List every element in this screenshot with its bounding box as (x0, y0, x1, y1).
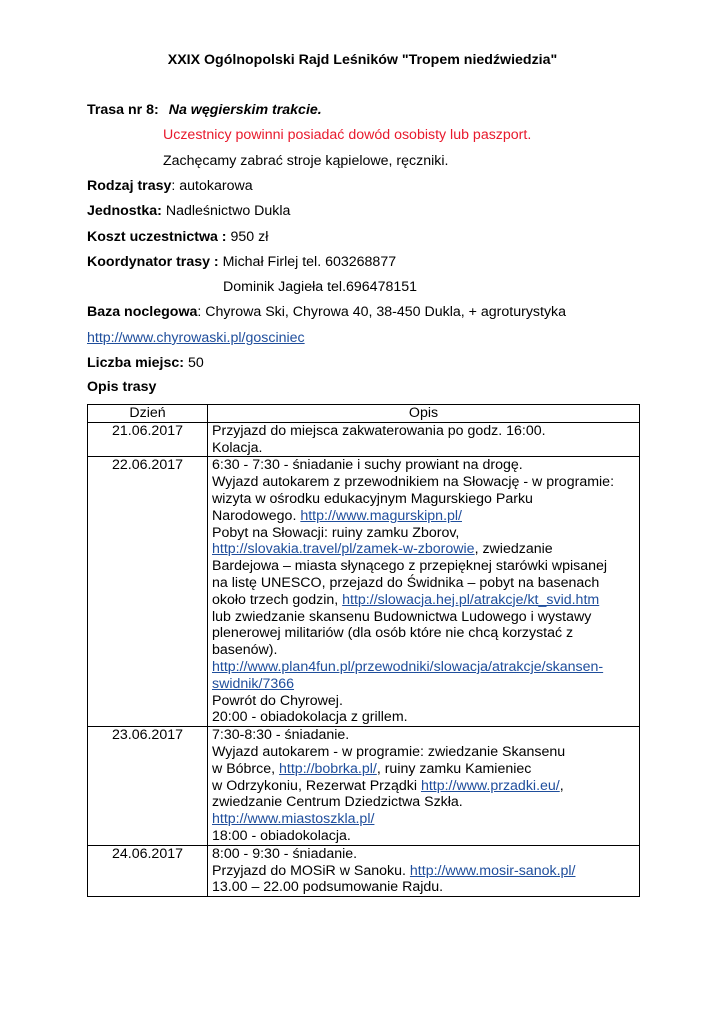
description-text: Przyjazd do MOSiR w Sanoku. (212, 862, 410, 879)
description-text: w Odrzykoniu, Rezerwat Prządki (212, 777, 421, 794)
description-text: plenerowej militariów (dla osób które nie chcą korzystać z (212, 625, 574, 642)
row-date: 24.06.2017 (88, 845, 208, 896)
unit-value: Nadleśnictwo Dukla (161, 203, 291, 219)
description-line (212, 525, 635, 542)
row-date: 23.06.2017 (88, 727, 208, 846)
route-label: Trasa nr 8: (87, 102, 159, 118)
description-line (212, 709, 635, 726)
description-text: 8:00 - 9:30 - śniadanie. (212, 845, 358, 862)
description-line (212, 879, 635, 896)
route-type-value: : autokarowa (171, 178, 253, 194)
description-text: wizyta w ośrodku edukacyjnym Magurskiego Parku (212, 490, 533, 507)
accommodation-label: Baza noclegowa (87, 304, 198, 320)
description-text: 20:00 - obiadokolacja z grillem. (212, 709, 408, 726)
coordinator-value: Michał Firlej tel. 603268877 (218, 254, 397, 270)
description-text: Narodowego. (212, 507, 301, 524)
description-line (212, 828, 635, 845)
cost-value: 950 zł (226, 229, 269, 245)
description-text: 7:30-8:30 - śniadanie. (212, 727, 350, 744)
accommodation-value: : Chyrowa Ski, Chyrowa 40, 38-450 Dukla, + agroturystyka (197, 304, 567, 320)
description-line (212, 778, 635, 795)
description-text: zwiedzanie Centrum Dziedzictwa Szkła. (212, 794, 463, 811)
schedule-table (87, 404, 640, 897)
description-line (212, 642, 635, 659)
description-text: Wyjazd autokarem z przewodnikiem na Słowację - w programie: (212, 474, 615, 491)
description-line (212, 474, 635, 491)
table-row (88, 422, 640, 457)
description-text: , zwiedzanie (474, 541, 553, 558)
table-row (88, 727, 640, 846)
notice-swimwear: Zachęcamy zabrać stroje kąpielowe, ręczniki. (163, 153, 449, 169)
description-line (212, 676, 635, 693)
header-day: Dzień (88, 405, 208, 423)
description-line (212, 693, 635, 710)
description-line (212, 541, 635, 558)
table-row (88, 845, 640, 896)
row-description (208, 727, 640, 846)
places-label: Liczba miejsc: (87, 355, 184, 371)
description-text: 18:00 - obiadokolacja. (212, 827, 351, 844)
description-link[interactable]: http://www.miastoszkla.pl/ (212, 811, 375, 828)
description-line (212, 508, 635, 525)
description-line (212, 558, 635, 575)
description-link[interactable]: http://bobrka.pl/ (279, 760, 377, 777)
description-text: na listę UNESCO, przejazd do Świdnika – pobyt na basenach (212, 574, 600, 591)
route-type-label: Rodzaj trasy (87, 178, 172, 194)
description-link[interactable]: swidnik/7366 (212, 675, 295, 692)
description-line (212, 491, 635, 508)
row-date: 22.06.2017 (88, 457, 208, 727)
description-line (212, 609, 635, 626)
description-line (212, 761, 635, 778)
description-text: 6:30 - 7:30 - śniadanie i suchy prowiant na drogę. (212, 457, 523, 474)
accommodation-link[interactable]: http://www.chyrowaski.pl/gosciniec (87, 330, 305, 346)
description-link[interactable]: http://www.plan4fun.pl/przewodniki/slowacja/atrakcje/skansen- (212, 658, 604, 675)
description-text: Wyjazd autokarem - w programie: zwiedzanie Skansenu (212, 743, 566, 760)
accommodation-link-row (87, 330, 305, 347)
description-link[interactable]: http://slovakia.travel/pl/zamek-w-zborowie (212, 541, 475, 558)
description-line (212, 744, 635, 761)
unit-label: Jednostka: (87, 203, 162, 219)
description-link[interactable]: http://slowacja.hej.pl/atrakcje/kt_svid.htm (342, 591, 600, 608)
row-date: 21.06.2017 (88, 422, 208, 457)
header-description: Opis (208, 405, 640, 423)
description-line (212, 457, 635, 474)
coordinator-row (87, 254, 396, 271)
description-text: około trzech godzin, (212, 591, 343, 608)
notice-documents: Uczestnicy powinni posiadać dowód osobisty lub paszport. (163, 127, 532, 143)
description-text: Przyjazd do miejsca zakwaterowania po godz. 16:00. (212, 422, 546, 439)
description-text: 13.00 – 22.00 podsumowanie Rajdu. (212, 879, 444, 896)
cost-label: Koszt uczestnictwa : (87, 229, 227, 245)
description-line (212, 625, 635, 642)
coordinator-label: Koordynator trasy : (87, 254, 219, 270)
description-line (212, 727, 635, 744)
description-text: , (559, 777, 564, 794)
description-text: Powrót do Chyrowej. (212, 692, 343, 709)
description-text: Bardejowa – miasta słynącego z przepięknej starówki wpisanej (212, 558, 608, 575)
document-title: XXIX Ogólnopolski Rajd Leśników "Tropem niedźwiedzia" (167, 52, 558, 68)
description-line (212, 440, 635, 457)
description-link[interactable]: http://www.magurskipn.pl/ (300, 507, 462, 524)
route-heading (87, 102, 322, 119)
places-row (87, 355, 204, 372)
accommodation-row (87, 304, 566, 321)
description-line (212, 659, 635, 676)
row-description (208, 845, 640, 896)
description-text: basenów). (212, 642, 278, 659)
row-description (208, 457, 640, 727)
description-text: , ruiny zamku Kamieniec (376, 760, 532, 777)
description-line (212, 592, 635, 609)
table-row (88, 457, 640, 727)
description-text: lub zwiedzanie skansenu Budownictwa Ludowego i wystawy (212, 608, 592, 625)
unit-row (87, 203, 290, 220)
description-line (212, 423, 635, 440)
description-line (212, 794, 635, 811)
route-description-heading: Opis trasy (87, 379, 157, 395)
route-name: Na węgierskim trakcie. (168, 102, 322, 118)
description-line (212, 575, 635, 592)
description-text: Pobyt na Słowacji: ruiny zamku Zborov, (212, 524, 460, 541)
description-link[interactable]: http://www.mosir-sanok.pl/ (409, 862, 576, 879)
table-header-row (88, 405, 640, 423)
description-text: w Bóbrce, (212, 760, 280, 777)
description-link[interactable]: http://www.przadki.eu/ (420, 777, 560, 794)
route-type-row (87, 178, 253, 195)
description-line (212, 811, 635, 828)
coordinator-second: Dominik Jagieła tel.696478151 (223, 279, 418, 295)
description-text: Kolacja. (212, 439, 263, 456)
row-description (208, 422, 640, 457)
cost-row (87, 229, 268, 246)
places-value: 50 (184, 355, 204, 371)
description-line (212, 846, 635, 863)
description-line (212, 863, 635, 880)
